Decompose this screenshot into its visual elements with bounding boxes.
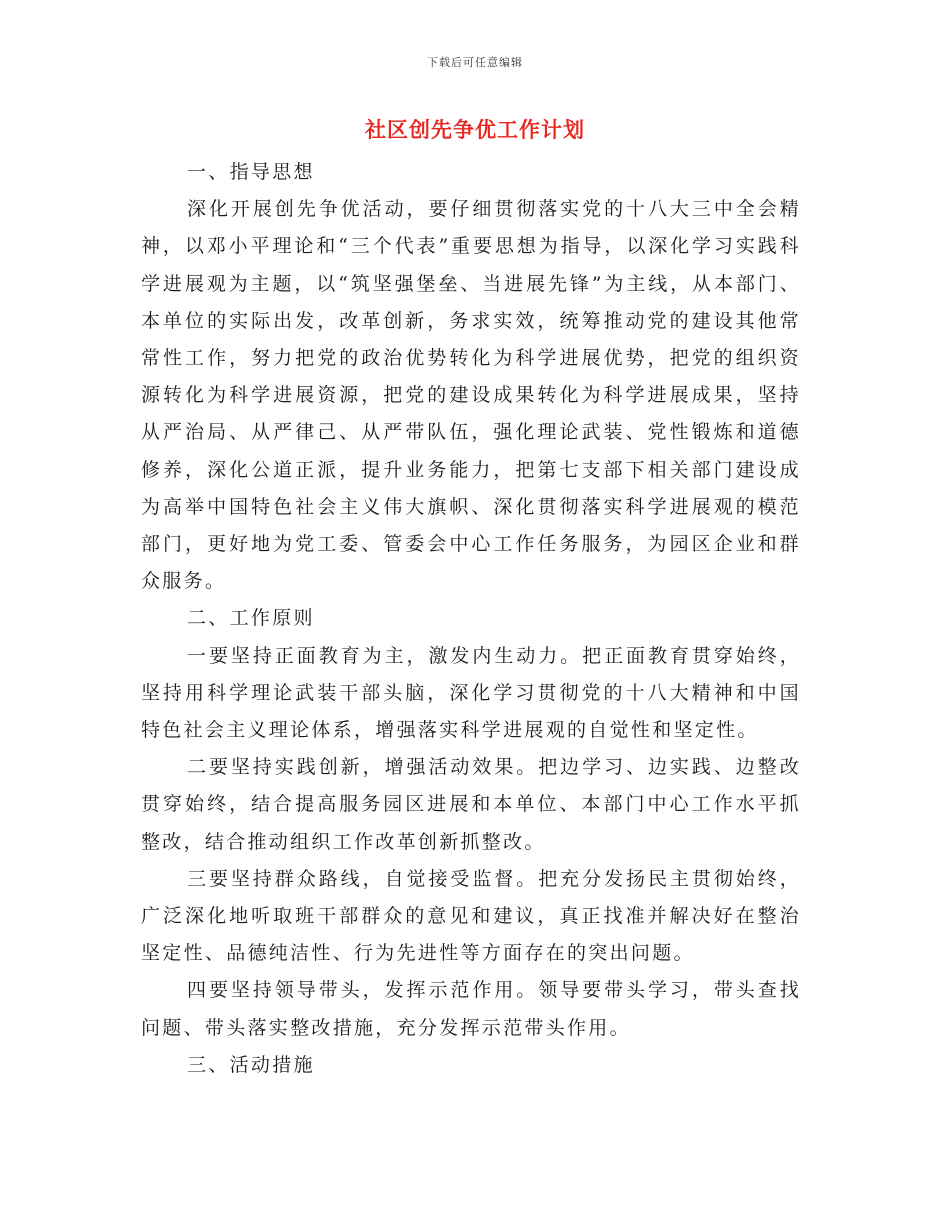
section-heading-activity-measures: 三、活动措施 — [187, 1053, 315, 1076]
section-heading-guiding-thought: 一、指导思想 — [187, 161, 315, 183]
paragraph-principle-1: 一要坚持正面教育为主，激发内生动力。把正面教育贯穿始终，坚持用科学理论武装干部头脑，深化学习贯彻党的十八大精神和中国特色社会主义理论体系，增强落实科学进展观的自觉性和坚定性。 — [141, 644, 801, 742]
paragraph-guiding-thought: 深化开展创先争优活动，要仔细贯彻落实党的十八大三中全会精神，以邓小平理论和“三个代表”重要思想为指导，以深化学习实践科学进展观为主题，以“筑坚强堡垒、当进展先锋”为主线，从本部门、本单位的实际出发，改革创新，务求实效，统筹推动党的建设其他常常性工作，努力把党的政治优势转化为科学进展优势，把党的组织资源转化为科学进展资源，把党的建设成果转化为科学进展成果，坚持从严治局、从严律己、从严带队伍，强化理论武装、党性锻炼和道德修养，深化公道正派，提升业务能力，把第七支部下相关部门建设成为高举中国特色社会主义伟大旗帜、深化贯彻落实科学进展观的模范部门，更好地为党工委、管委会中心工作任务服务，为园区企业和群众服务。 — [141, 198, 801, 593]
paragraph-principle-2: 二要坚持实践创新，增强活动效果。把边学习、边实践、边整改贯穿始终，结合提高服务园区进展和本单位、本部门中心工作水平抓整改，结合推动组织工作改革创新抓整改。 — [141, 756, 801, 853]
paragraph-principle-4: 四要坚持领导带头，发挥示范作用。领导要带头学习，带头查找问题、带头落实整改措施，充分发挥示范带头作用。 — [141, 979, 801, 1039]
section-heading-work-principles: 二、工作原则 — [187, 607, 315, 630]
document-body — [141, 154, 801, 1084]
paragraph-principle-3: 三要坚持群众路线，自觉接受监督。把充分发扬民主贯彻始终，广泛深化地听取班干部群众的意见和建议，真正找准并解决好在整治坚定性、品德纯洁性、行为先进性等方面存在的突出问题。 — [141, 867, 801, 965]
document-title: 社区创先争优工作计划 — [365, 117, 585, 142]
header-note: 下载后可任意编辑 — [427, 56, 523, 69]
